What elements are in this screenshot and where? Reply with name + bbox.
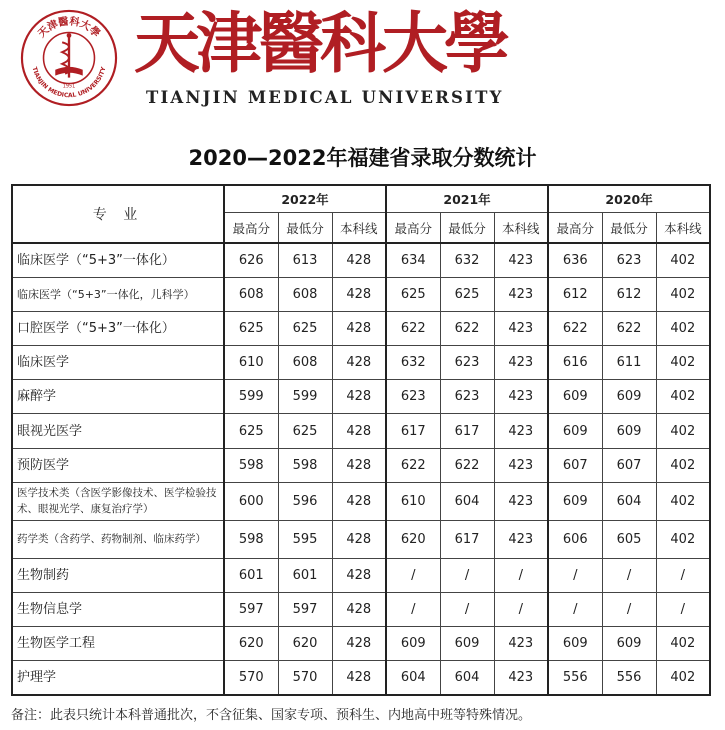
score-cell: 423 — [494, 277, 548, 311]
score-cell: 595 — [278, 520, 332, 558]
table-row — [12, 661, 710, 695]
major-name: 医学技术类（含医学影像技术、医学检验技术、眼视光学、康复治疗学） — [12, 482, 224, 520]
score-cell: 625 — [224, 414, 278, 448]
score-cell: 609 — [602, 414, 656, 448]
table-row — [12, 380, 710, 414]
sub-header: 最高分 — [548, 213, 602, 244]
major-name: 护理学 — [12, 661, 224, 695]
brand-name-english: TIANJIN MEDICAL UNIVERSITY — [146, 88, 504, 107]
score-cell: 634 — [386, 243, 440, 277]
score-cell: 605 — [602, 520, 656, 558]
score-cell: 609 — [548, 482, 602, 520]
score-cell: 607 — [548, 448, 602, 482]
score-cell: 423 — [494, 627, 548, 661]
table-row — [12, 277, 710, 311]
score-cell: 604 — [440, 661, 494, 695]
score-cell: 428 — [332, 277, 386, 311]
score-cell: 600 — [224, 482, 278, 520]
score-cell: / — [548, 593, 602, 627]
score-cell: 616 — [548, 346, 602, 380]
score-cell: 423 — [494, 380, 548, 414]
score-cell: / — [548, 558, 602, 592]
score-cell: 632 — [386, 346, 440, 380]
score-cell: 423 — [494, 661, 548, 695]
score-cell: 402 — [656, 243, 710, 277]
score-cell: 428 — [332, 243, 386, 277]
score-cell: 620 — [386, 520, 440, 558]
score-cell: 625 — [278, 414, 332, 448]
score-cell: 623 — [602, 243, 656, 277]
score-cell: 402 — [656, 661, 710, 695]
seal-bottom-text: TIANJIN MEDICAL UNIVERSITY — [30, 66, 108, 100]
score-cell: / — [494, 593, 548, 627]
score-cell: 423 — [494, 448, 548, 482]
major-name: 临床医学（“5+3”一体化，儿科学） — [12, 277, 224, 311]
major-name: 药学类（含药学、药物制剂、临床药学） — [12, 520, 224, 558]
score-cell: 423 — [494, 346, 548, 380]
score-cell: 623 — [386, 380, 440, 414]
sub-header: 最低分 — [602, 213, 656, 244]
score-cell: 596 — [278, 482, 332, 520]
table-row — [12, 346, 710, 380]
score-cell: 402 — [656, 482, 710, 520]
score-cell: / — [656, 593, 710, 627]
score-cell: 601 — [278, 558, 332, 592]
score-cell: 620 — [278, 627, 332, 661]
score-cell: / — [440, 593, 494, 627]
major-name: 预防医学 — [12, 448, 224, 482]
score-cell: 597 — [224, 593, 278, 627]
score-cell: 599 — [278, 380, 332, 414]
score-cell: 625 — [386, 277, 440, 311]
score-cell: 606 — [548, 520, 602, 558]
score-cell: 622 — [440, 448, 494, 482]
score-cell: 610 — [224, 346, 278, 380]
score-cell: 428 — [332, 627, 386, 661]
sub-header: 最低分 — [440, 213, 494, 244]
table-row — [12, 311, 710, 345]
score-cell: 604 — [386, 661, 440, 695]
major-name: 口腔医学（“5+3”一体化） — [12, 311, 224, 345]
score-cell: 402 — [656, 380, 710, 414]
score-cell: 428 — [332, 448, 386, 482]
score-cell: 423 — [494, 520, 548, 558]
seal-year: 1951 — [62, 83, 76, 90]
score-cell: 620 — [224, 627, 278, 661]
score-cell: 428 — [332, 558, 386, 592]
sub-header: 本科线 — [656, 213, 710, 244]
table-row — [12, 558, 710, 592]
score-cell: 617 — [386, 414, 440, 448]
table-row — [12, 520, 710, 558]
score-cell: 598 — [278, 448, 332, 482]
score-cell: 428 — [332, 482, 386, 520]
score-cell: 623 — [440, 380, 494, 414]
score-cell: 625 — [224, 311, 278, 345]
score-cell: 402 — [656, 520, 710, 558]
score-cell: 601 — [224, 558, 278, 592]
score-cell: 625 — [278, 311, 332, 345]
score-cell: 428 — [332, 380, 386, 414]
score-cell: 402 — [656, 448, 710, 482]
footnote: 备注：此表只统计本科普通批次，不含征集、国家专项、预科生、内地高中班等特殊情况。 — [11, 708, 532, 723]
score-cell: 609 — [548, 627, 602, 661]
score-cell: 609 — [548, 380, 602, 414]
score-cell: 423 — [494, 482, 548, 520]
score-cell: 570 — [224, 661, 278, 695]
sub-header: 本科线 — [494, 213, 548, 244]
score-cell: 622 — [548, 311, 602, 345]
score-cell: / — [602, 593, 656, 627]
score-cell: 612 — [548, 277, 602, 311]
score-cell: 609 — [602, 627, 656, 661]
score-cell: 622 — [602, 311, 656, 345]
sub-header: 最高分 — [224, 213, 278, 244]
score-cell: 556 — [548, 661, 602, 695]
score-cell: 623 — [440, 346, 494, 380]
score-cell: 423 — [494, 243, 548, 277]
score-cell: 609 — [602, 380, 656, 414]
score-cell: 632 — [440, 243, 494, 277]
page-title: 2020—2022年福建省录取分数统计 — [188, 146, 537, 170]
score-cell: 608 — [278, 346, 332, 380]
score-cell: / — [386, 593, 440, 627]
score-cell: 617 — [440, 520, 494, 558]
score-cell: 610 — [386, 482, 440, 520]
header — [0, 0, 725, 112]
major-column-header: 专 业 — [12, 185, 224, 243]
score-cell: 428 — [332, 346, 386, 380]
score-cell: 607 — [602, 448, 656, 482]
score-cell: / — [440, 558, 494, 592]
year-header-2021: 2021年 — [386, 185, 548, 213]
score-cell: 609 — [440, 627, 494, 661]
score-cell: 570 — [278, 661, 332, 695]
score-cell: 622 — [386, 448, 440, 482]
score-cell: 612 — [602, 277, 656, 311]
score-cell: 428 — [332, 661, 386, 695]
score-cell: 622 — [440, 311, 494, 345]
year-header-2020: 2020年 — [548, 185, 710, 213]
score-cell: / — [656, 558, 710, 592]
major-name: 临床医学 — [12, 346, 224, 380]
score-cell: / — [494, 558, 548, 592]
score-cell: 609 — [386, 627, 440, 661]
score-cell: / — [386, 558, 440, 592]
score-cell: 402 — [656, 414, 710, 448]
score-cell: 604 — [602, 482, 656, 520]
score-cell: 598 — [224, 520, 278, 558]
score-cell: 617 — [440, 414, 494, 448]
score-cell: 599 — [224, 380, 278, 414]
brand-name-chinese: 天津醫科大學 — [134, 4, 506, 82]
score-cell: 428 — [332, 520, 386, 558]
major-name: 生物制药 — [12, 558, 224, 592]
score-cell: 423 — [494, 414, 548, 448]
table-row — [12, 627, 710, 661]
score-cell: 428 — [332, 593, 386, 627]
score-cell: 597 — [278, 593, 332, 627]
score-cell: 613 — [278, 243, 332, 277]
sub-header: 最高分 — [386, 213, 440, 244]
score-cell: 622 — [386, 311, 440, 345]
major-name: 生物医学工程 — [12, 627, 224, 661]
admission-scores-table — [11, 184, 711, 696]
score-cell: 598 — [224, 448, 278, 482]
score-cell: 402 — [656, 346, 710, 380]
score-cell: 556 — [602, 661, 656, 695]
table-row — [12, 593, 710, 627]
major-name: 眼视光医学 — [12, 414, 224, 448]
score-cell: 402 — [656, 311, 710, 345]
major-name: 麻醉学 — [12, 380, 224, 414]
score-cell: 609 — [548, 414, 602, 448]
major-name: 临床医学（“5+3”一体化） — [12, 243, 224, 277]
score-cell: 608 — [278, 277, 332, 311]
score-cell: 611 — [602, 346, 656, 380]
year-header-2022: 2022年 — [224, 185, 386, 213]
score-cell: 608 — [224, 277, 278, 311]
score-cell: 402 — [656, 627, 710, 661]
table-row — [12, 482, 710, 520]
table-body — [12, 243, 710, 695]
major-name: 生物信息学 — [12, 593, 224, 627]
sub-header: 最低分 — [278, 213, 332, 244]
score-cell: / — [602, 558, 656, 592]
table-row — [12, 414, 710, 448]
score-cell: 626 — [224, 243, 278, 277]
seal-top-text: 天津醫科大學 — [35, 15, 103, 40]
score-cell: 428 — [332, 311, 386, 345]
table-row — [12, 448, 710, 482]
university-seal-logo — [20, 9, 118, 107]
score-cell: 423 — [494, 311, 548, 345]
score-cell: 428 — [332, 414, 386, 448]
sub-header: 本科线 — [332, 213, 386, 244]
score-cell: 636 — [548, 243, 602, 277]
score-cell: 604 — [440, 482, 494, 520]
table-row — [12, 243, 710, 277]
score-cell: 625 — [440, 277, 494, 311]
score-cell: 402 — [656, 277, 710, 311]
